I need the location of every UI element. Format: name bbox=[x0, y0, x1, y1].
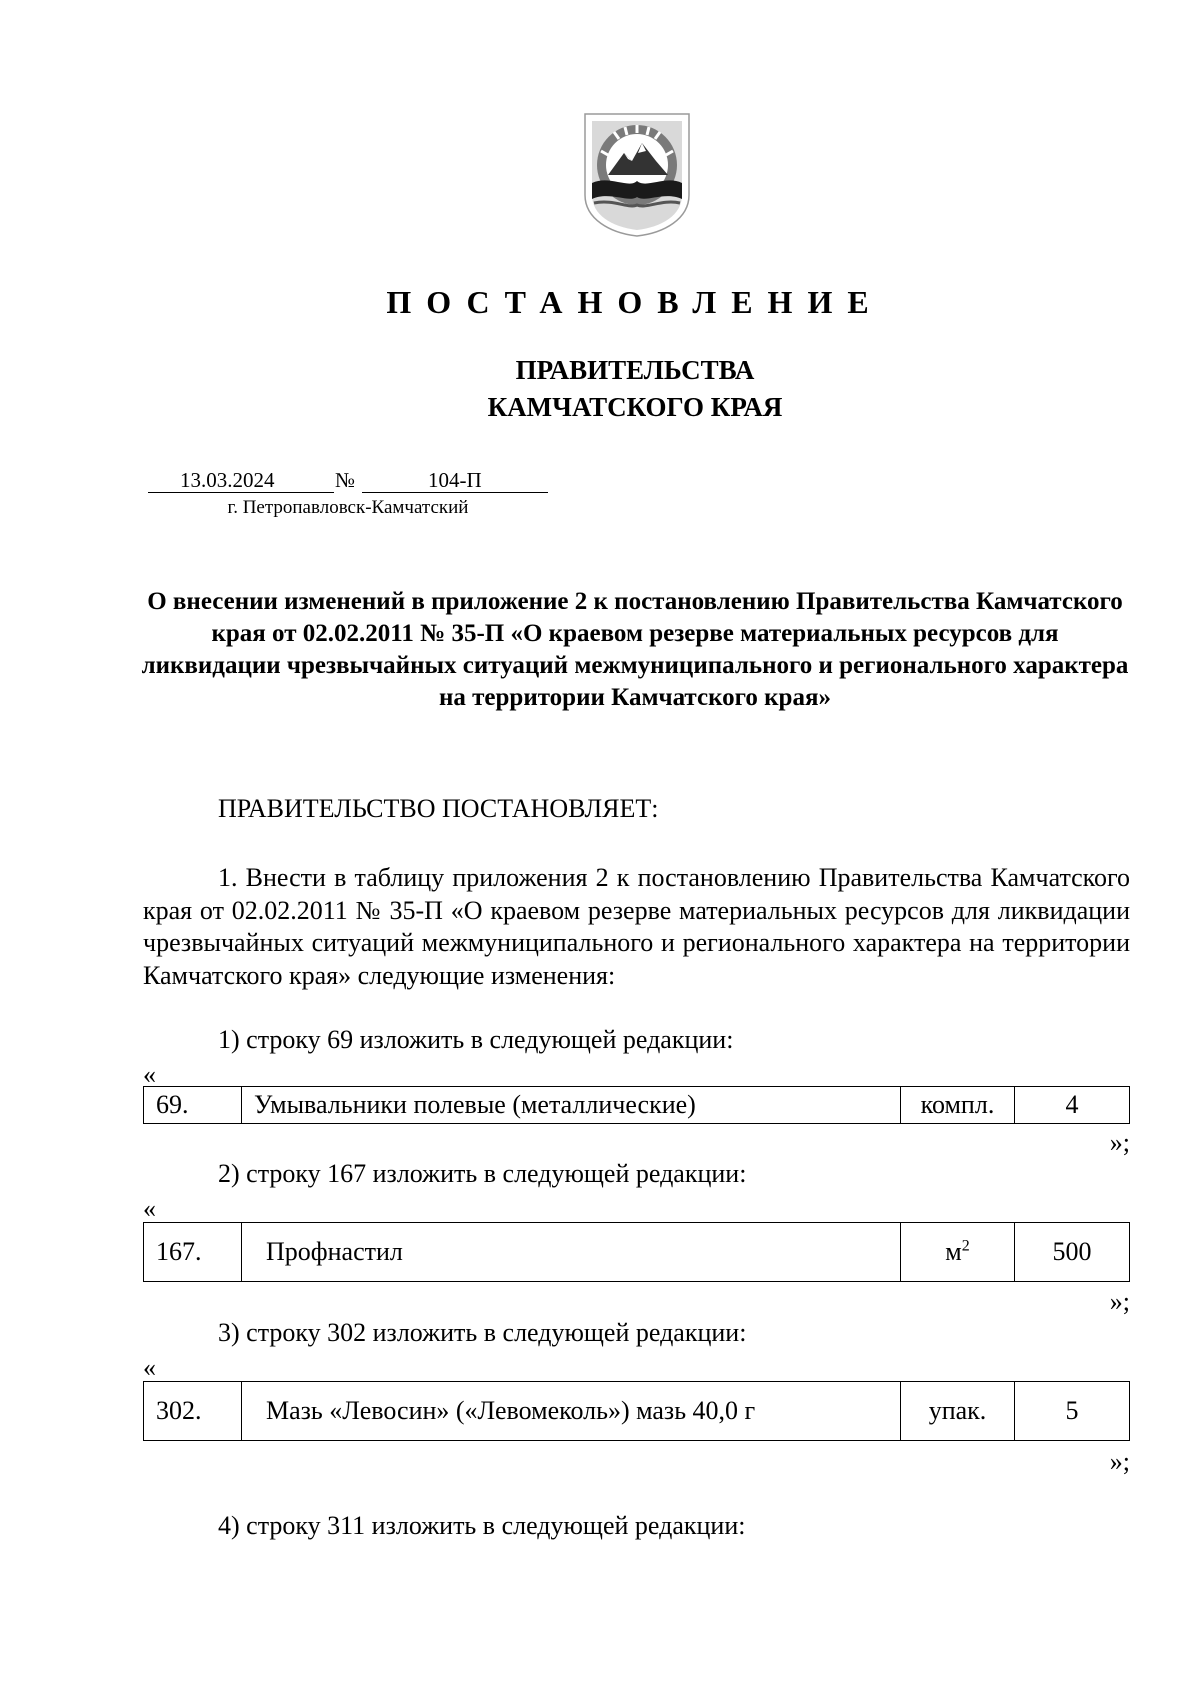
quote-open: « bbox=[143, 1060, 156, 1089]
row-quantity: 5 bbox=[1015, 1382, 1130, 1441]
row-unit bbox=[901, 1223, 1015, 1282]
issuer bbox=[0, 352, 1200, 426]
item-3-intro: 3) строку 302 изложить в следующей редакции: bbox=[218, 1318, 747, 1347]
table-row-69 bbox=[143, 1086, 1130, 1124]
quote-close: »; bbox=[1109, 1128, 1130, 1157]
row-number: 69. bbox=[144, 1087, 242, 1124]
document-type: ПОСТАНОВЛЕНИЕ bbox=[386, 284, 884, 320]
number-sign: № bbox=[335, 468, 356, 492]
issuer-line-1: ПРАВИТЕЛЬСТВА bbox=[515, 355, 755, 385]
document-date: 13.03.2024 bbox=[180, 468, 275, 492]
quote-open: « bbox=[143, 1353, 156, 1382]
row-unit: компл. bbox=[901, 1087, 1015, 1124]
quote-open: « bbox=[143, 1194, 156, 1223]
row-unit: упак. bbox=[901, 1382, 1015, 1441]
row-unit-superscript: 2 bbox=[961, 1237, 970, 1255]
issuer-line-2: КАМЧАТСКОГО КРАЯ bbox=[487, 392, 783, 422]
row-unit-base: м bbox=[945, 1237, 962, 1266]
table-row-167 bbox=[143, 1222, 1130, 1282]
row-quantity: 500 bbox=[1015, 1223, 1130, 1282]
item-1-intro: 1) строку 69 изложить в следующей редакции: bbox=[218, 1025, 734, 1054]
quote-close: »; bbox=[1109, 1447, 1130, 1476]
quote-close: »; bbox=[1109, 1287, 1130, 1316]
item-2-intro: 2) строку 167 изложить в следующей редакции: bbox=[218, 1159, 747, 1188]
item-4-intro: 4) строку 311 изложить в следующей редакции: bbox=[218, 1511, 746, 1540]
row-name: Профнастил bbox=[242, 1223, 901, 1282]
document-title: О внесении изменений в приложение 2 к постановлению Правительства Камчатского края от 02.02.2011 № 35-П «О краевом резерве материальных ресурсов для ликвидации чрезвычайных ситуаций межмуниципального и регионального характера на территории Камчатского края» bbox=[141, 588, 1129, 711]
city: г. Петропавловск-Камчатский bbox=[227, 497, 469, 518]
row-name: Мазь «Левосин» («Левомеколь») мазь 40,0 г bbox=[242, 1382, 901, 1441]
resolution-heading: ПРАВИТЕЛЬСТВО ПОСТАНОВЛЯЕТ: bbox=[218, 794, 659, 823]
row-quantity: 4 bbox=[1015, 1087, 1130, 1124]
number-underline bbox=[362, 492, 548, 493]
paragraph-1: 1. Внести в таблицу приложения 2 к постановлению Правительства Камчатского края от 02.02.2011 № 35-П «О краевом резерве материальных ресурсов для ликвидации чрезвычайных ситуаций межмуниципального и регионального характера на территории Камчатского края» следующие изменения: bbox=[143, 863, 1130, 990]
date-number-line bbox=[148, 466, 548, 496]
coat-of-arms-icon bbox=[584, 113, 690, 237]
document-number: 104-П bbox=[428, 468, 482, 492]
row-name: Умывальники полевые (металлические) bbox=[242, 1087, 901, 1124]
table-row-302 bbox=[143, 1381, 1130, 1441]
date-underline bbox=[148, 492, 334, 493]
row-number: 302. bbox=[144, 1382, 242, 1441]
row-number: 167. bbox=[144, 1223, 242, 1282]
